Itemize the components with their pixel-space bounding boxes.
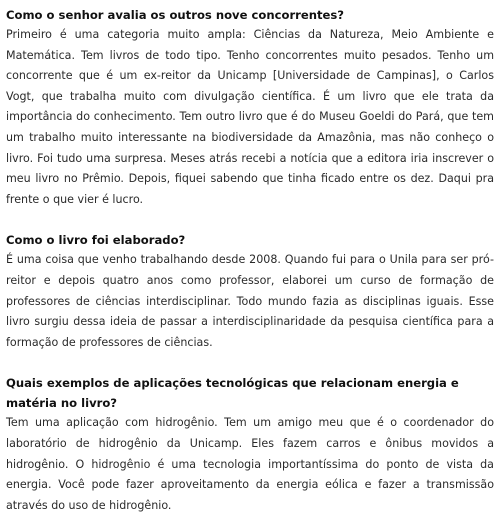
- qa-block-competitors: [6, 5, 494, 210]
- question-heading: Como o livro foi elaborado?: [6, 233, 186, 248]
- qa-block-book-creation: [6, 230, 494, 353]
- answer-paragraph: Primeiro é uma categoria muito ampla: Ciências da Natureza, Meio Ambiente e Matemática. Tem livros de todo tipo. Tenho concorrentes muito pesados. Tenho um concorrente que é um ex-reitor da Unicamp [Universidade de Campinas], o Carlos Vogt, que trabalha muito com divulgação científica. É um livro que ele trata da importância do conhecimento. Tem outro livro que é do Museu Goeldi do Pará, que tem um trabalho muito interessante na biodiversidade da Amazônia, mas não conheço o livro. Foi tudo uma surpresa. Meses atrás recebi a notícia que a editora iria inscrever o meu livro no Prêmio. Depois, fiquei sabendo que tinha ficado entre os dez. Daqui pra frente o que vier é lucro.: [6, 28, 494, 206]
- answer-paragraph: É uma coisa que venho trabalhando desde 2008. Quando fui para o Unila para ser pró-reitor e depois quatro anos como professor, elaborei um curso de formação de professores de ciências interdisciplinar. Todo mundo fazia as disciplinas iguais. Esse livro surgiu dessa ideia de passar a interdisciplinaridade da pesquisa científica para a formação de professores de ciências.: [6, 253, 494, 349]
- question-heading: Como o senhor avalia os outros nove concorrentes?: [6, 8, 345, 22]
- qa-block-applications: [6, 373, 494, 516]
- question-heading: Quais exemplos de aplicações tecnológicas que relacionam energia e matéria no livro?: [6, 376, 459, 411]
- answer-paragraph: Tem uma aplicação com hidrogênio. Tem um amigo meu que é o coordenador do laboratório de hidrogênio da Unicamp. Eles fazem carros e ônibus movidos a hidrogênio. O hidrogênio é uma tecnologia importantíssima do ponto de vista da energia. Você pode fazer aproveitamento da energia eólica e fazer a transmissão através do uso de hidrogênio.: [6, 416, 494, 512]
